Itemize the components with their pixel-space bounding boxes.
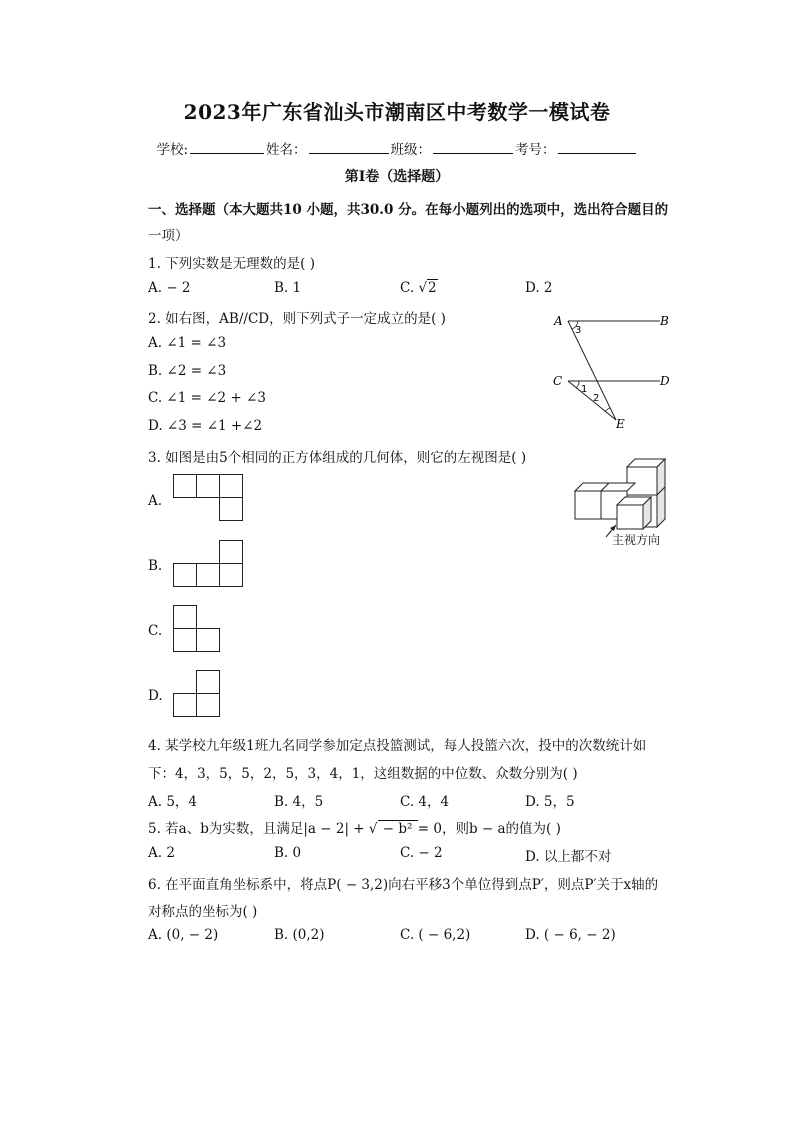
cube-front-face	[617, 505, 643, 529]
q4-option-b[interactable]: B. 4，5	[274, 794, 324, 810]
square	[197, 475, 220, 498]
square	[174, 606, 197, 629]
q6-stem-line1: 6. 在平面直角坐标系中，将点P( − 3,2)向右平移3个单位得到点P′，则点P′关于x轴的	[148, 877, 659, 893]
q1-option-c-prefix: C.	[400, 280, 419, 296]
cube-front-face	[627, 467, 657, 495]
q5-stem-part1: 5. 若a、b为实数，且满足|a − 2| +	[148, 821, 369, 837]
q3-option-b-view	[173, 540, 253, 592]
label-angle2: 2	[593, 393, 600, 404]
view-direction-label: 主视方向	[612, 533, 661, 547]
q1-stem: 1. 下列实数是无理数的是( )	[148, 256, 315, 272]
label-a: A	[554, 314, 563, 328]
q5-stem	[148, 817, 561, 837]
label-c: C	[553, 374, 563, 388]
q5-option-a[interactable]: A. 2	[148, 845, 175, 861]
q3-option-d[interactable]: D.	[148, 688, 163, 704]
arrow-head-icon	[610, 525, 616, 531]
square	[197, 671, 220, 694]
section-title: 第Ⅰ卷（选择题）	[344, 169, 450, 185]
q3-stem: 3. 如图是由5个相同的正方体组成的几何体，则它的左视图是( )	[148, 450, 527, 466]
q3-option-a-view	[173, 474, 253, 526]
q5-option-b[interactable]: B. 0	[274, 845, 302, 861]
q5-option-d[interactable]: D. 以上都不对	[525, 849, 612, 865]
square	[174, 629, 197, 652]
label-angle1: 1	[581, 384, 588, 395]
square	[220, 564, 243, 587]
part1-instructions-line2: 一项）	[148, 228, 189, 244]
label-angle3: 3	[575, 325, 582, 336]
name-label: 姓名：	[266, 142, 307, 158]
exam-title: 2023年广东省汕头市潮南区中考数学一模试卷	[183, 100, 611, 124]
square	[220, 541, 243, 564]
q2-stem: 2. 如右图，AB//CD，则下列式子一定成立的是( )	[148, 311, 446, 327]
q6-stem-line2: 对称点的坐标为( )	[148, 904, 258, 920]
q4-stem-line2: 下：4，3，5，5，2，5，3，4，1，这组数据的中位数、众数分别为( )	[148, 766, 578, 782]
q5-stem-part2: = 0，则b − a的值为( )	[417, 821, 561, 837]
label-b: B	[660, 314, 669, 328]
number-blank[interactable]	[558, 139, 636, 154]
q3-option-d-view	[173, 670, 253, 722]
square	[197, 564, 220, 587]
q3-option-a[interactable]: A.	[148, 493, 163, 509]
q1-option-c[interactable]	[400, 280, 438, 296]
cube-front-face	[575, 491, 601, 519]
q5-radicand: − b²	[378, 821, 417, 837]
square	[197, 694, 220, 717]
angle1-arc-icon	[576, 381, 579, 388]
q6-option-a[interactable]: A. (0, − 2)	[148, 927, 219, 943]
angle2-arc-icon	[605, 408, 610, 412]
q1-option-c-value: 2	[428, 280, 437, 296]
q1-option-a[interactable]: A. − 2	[148, 280, 191, 296]
q2-option-b[interactable]: B. ∠2 = ∠3	[148, 363, 227, 379]
square	[174, 694, 197, 717]
number-label: 考号：	[515, 142, 556, 158]
class-label: 班级：	[390, 142, 432, 158]
q2-option-c[interactable]: C. ∠1 = ∠2 + ∠3	[148, 390, 266, 406]
sqrt-icon: √	[418, 280, 428, 296]
line-ce	[568, 381, 616, 420]
label-e: E	[616, 417, 625, 431]
q6-option-d[interactable]: D. ( − 6, − 2)	[525, 927, 616, 943]
name-blank[interactable]	[309, 139, 389, 154]
q4-option-d[interactable]: D. 5，5	[525, 794, 575, 810]
q4-option-a[interactable]: A. 5，4	[148, 794, 198, 810]
q3-option-c[interactable]: C.	[148, 623, 163, 639]
sqrt-icon: √	[368, 821, 378, 837]
q6-option-b[interactable]: B. (0,2)	[274, 927, 325, 943]
q4-stem-line1: 4. 某学校九年级1班九名同学参加定点投篮测试，每人投篮六次，投中的次数统计如	[148, 738, 647, 754]
square	[220, 498, 243, 521]
part1-instructions-line1: 一、选择题（本大题共10 小题，共30.0 分。在每小题列出的选项中，选出符合题目的	[148, 202, 669, 218]
q3-option-c-view	[173, 605, 253, 657]
square	[197, 629, 220, 652]
q2-option-a[interactable]: A. ∠1 = ∠3	[148, 335, 227, 351]
q1-option-b[interactable]: B. 1	[274, 280, 302, 296]
school-label: 学校:	[156, 142, 189, 158]
square	[174, 475, 197, 498]
class-blank[interactable]	[433, 139, 513, 154]
q5-option-c[interactable]: C. − 2	[400, 845, 443, 861]
q4-option-c[interactable]: C. 4，4	[400, 794, 450, 810]
q3-cubes-figure	[572, 455, 682, 555]
q2-parallel-lines-figure	[550, 310, 680, 430]
q1-option-d[interactable]: D. 2	[525, 280, 553, 296]
q2-option-d[interactable]: D. ∠3 = ∠1 +∠2	[148, 418, 263, 434]
q6-option-c[interactable]: C. ( − 6,2)	[400, 927, 471, 943]
school-blank[interactable]	[190, 139, 264, 154]
q3-option-b[interactable]: B.	[148, 558, 163, 574]
square	[220, 475, 243, 498]
student-info-line	[0, 138, 794, 158]
label-d: D	[660, 374, 670, 388]
square	[174, 564, 197, 587]
